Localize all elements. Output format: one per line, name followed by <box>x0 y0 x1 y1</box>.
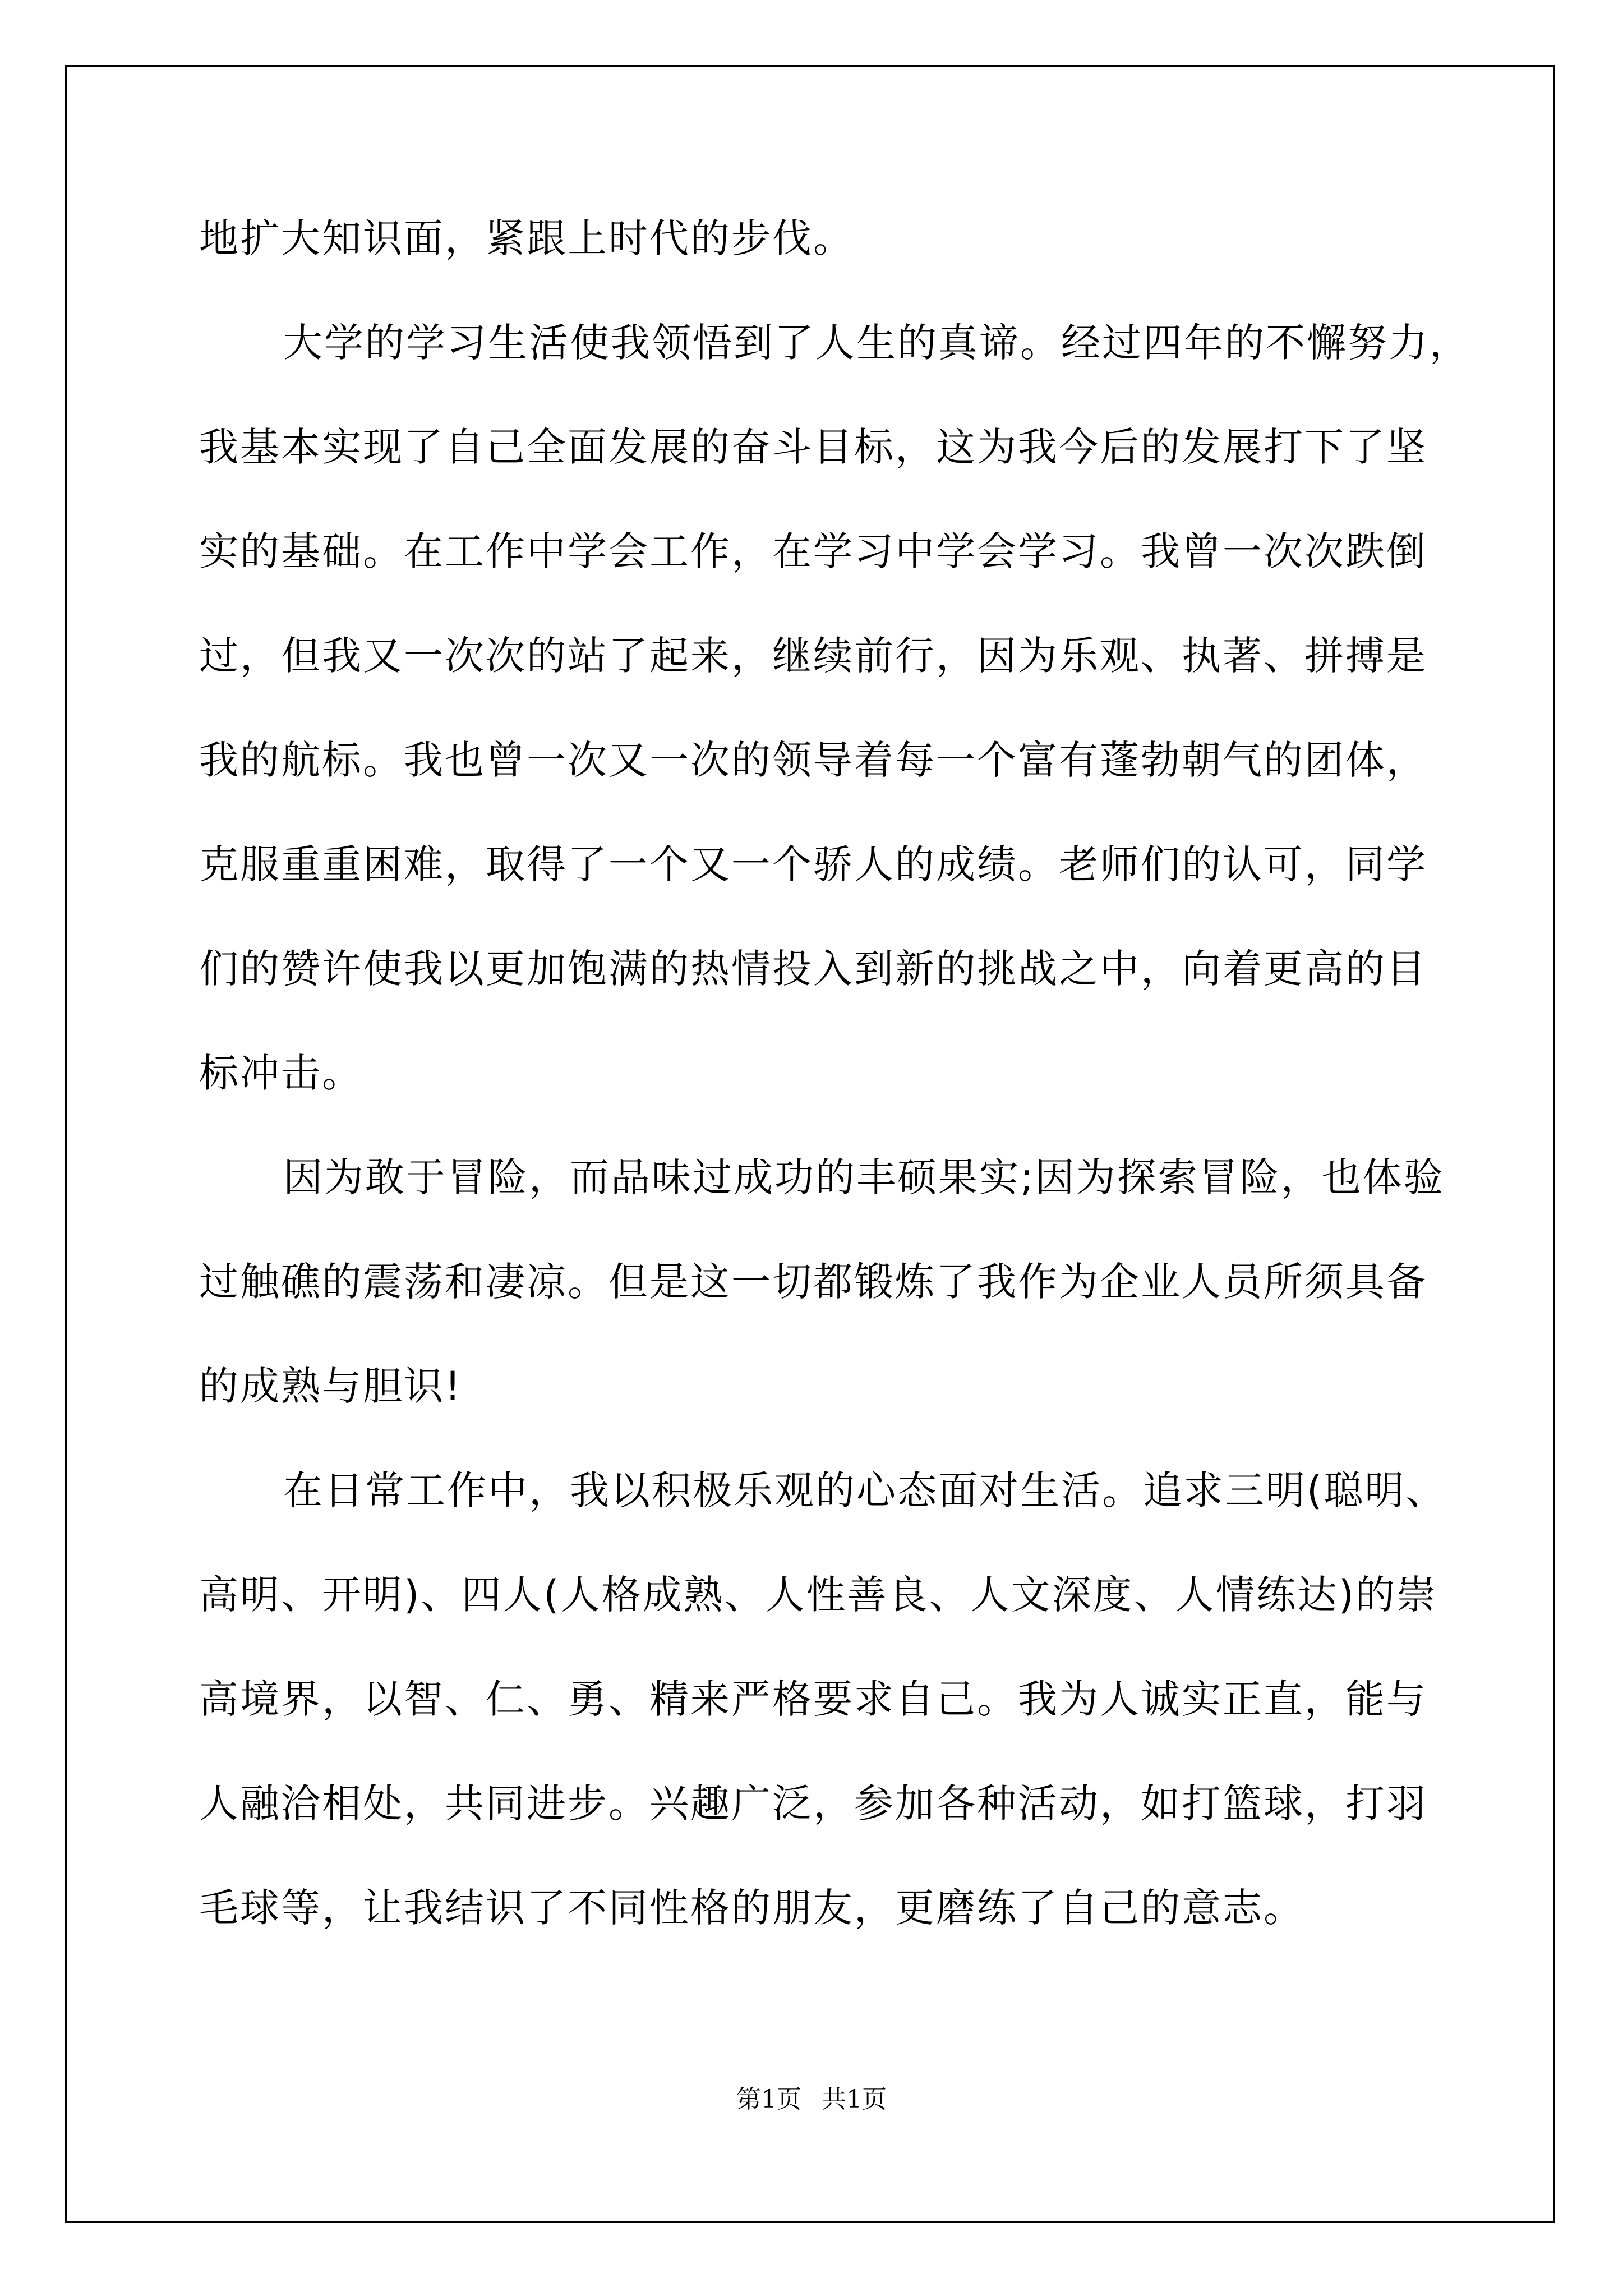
text-line: 我的航标。我也曾一次又一次的领导着每一个富有蓬勃朝气的团体， <box>199 737 1427 783</box>
paragraph-start-line: 大学的学习生活使我领悟到了人生的真谛。经过四年的不懈努力， <box>283 320 1470 366</box>
text-line: 过，但我又一次次的站了起来，继续前行，因为乐观、执著、拼搏是 <box>199 633 1427 679</box>
text-line: 高境界，以智、仁、勇、精来严格要求自己。我为人诚实正直，能与 <box>199 1676 1427 1722</box>
text-line: 人融洽相处，共同进步。兴趣广泛，参加各种活动，如打篮球，打羽 <box>199 1780 1427 1826</box>
text-line: 我基本实现了自己全面发展的奋斗目标，这为我今后的发展打下了坚 <box>199 424 1427 470</box>
text-line: 地扩大知识面，紧跟上时代的步伐。 <box>199 215 854 261</box>
paragraph-start-line: 在日常工作中，我以积极乐观的心态面对生活。追求三明(聪明、 <box>283 1467 1447 1513</box>
text-line: 毛球等，让我结识了不同性格的朋友，更磨练了自己的意志。 <box>199 1885 1304 1931</box>
text-line: 们的赞许使我以更加饱满的热情投入到新的挑战之中，向着更高的目 <box>199 946 1427 992</box>
text-line: 克服重重困难，取得了一个又一个骄人的成绩。老师们的认可，同学 <box>199 841 1427 887</box>
text-line: 实的基础。在工作中学会工作，在学习中学会学习。我曾一次次跌倒 <box>199 528 1427 574</box>
text-line: 标冲击。 <box>199 1050 363 1096</box>
paragraph-start-line: 因为敢于冒险，而品味过成功的丰硕果实;因为探索冒险，也体验 <box>283 1154 1445 1200</box>
text-line: 的成熟与胆识! <box>199 1363 463 1409</box>
page-footer: 第1页 共1页 <box>736 2085 887 2114</box>
text-line: 过触礁的震荡和凄凉。但是这一切都锻炼了我作为企业人员所须具备 <box>199 1259 1427 1305</box>
text-line: 高明、开明)、四人(人格成熟、人性善良、人文深度、人情练达)的崇 <box>199 1572 1437 1618</box>
